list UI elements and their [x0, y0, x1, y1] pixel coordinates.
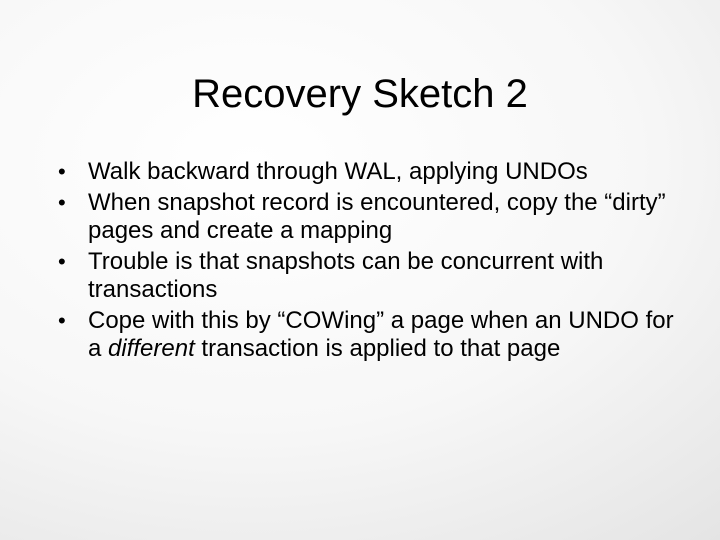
- bullet-icon: •: [58, 249, 66, 274]
- bullet-item: [58, 189, 678, 245]
- bullet-icon: •: [58, 308, 66, 333]
- bullet-item: [58, 307, 678, 363]
- bullet-text: Walk backward through WAL, applying UNDOs: [88, 158, 588, 185]
- bullet-text-part: transaction is applied to that page: [194, 335, 561, 362]
- bullet-icon: •: [58, 159, 66, 184]
- bullet-text: When snapshot record is encountered, copy the “dirty” pages and create a mapping: [88, 189, 666, 244]
- bullet-text-part: Cope with this by “COWing” a page when an UNDO for a: [88, 307, 674, 362]
- bullet-item: [58, 158, 678, 186]
- bullet-text-emphasis: different: [108, 335, 195, 362]
- bullet-icon: •: [58, 190, 66, 215]
- slide-title: Recovery Sketch 2: [192, 72, 528, 116]
- bullet-item: [58, 248, 678, 304]
- bullet-list: [58, 158, 678, 366]
- bullet-text: Trouble is that snapshots can be concurrent with transactions: [88, 248, 604, 303]
